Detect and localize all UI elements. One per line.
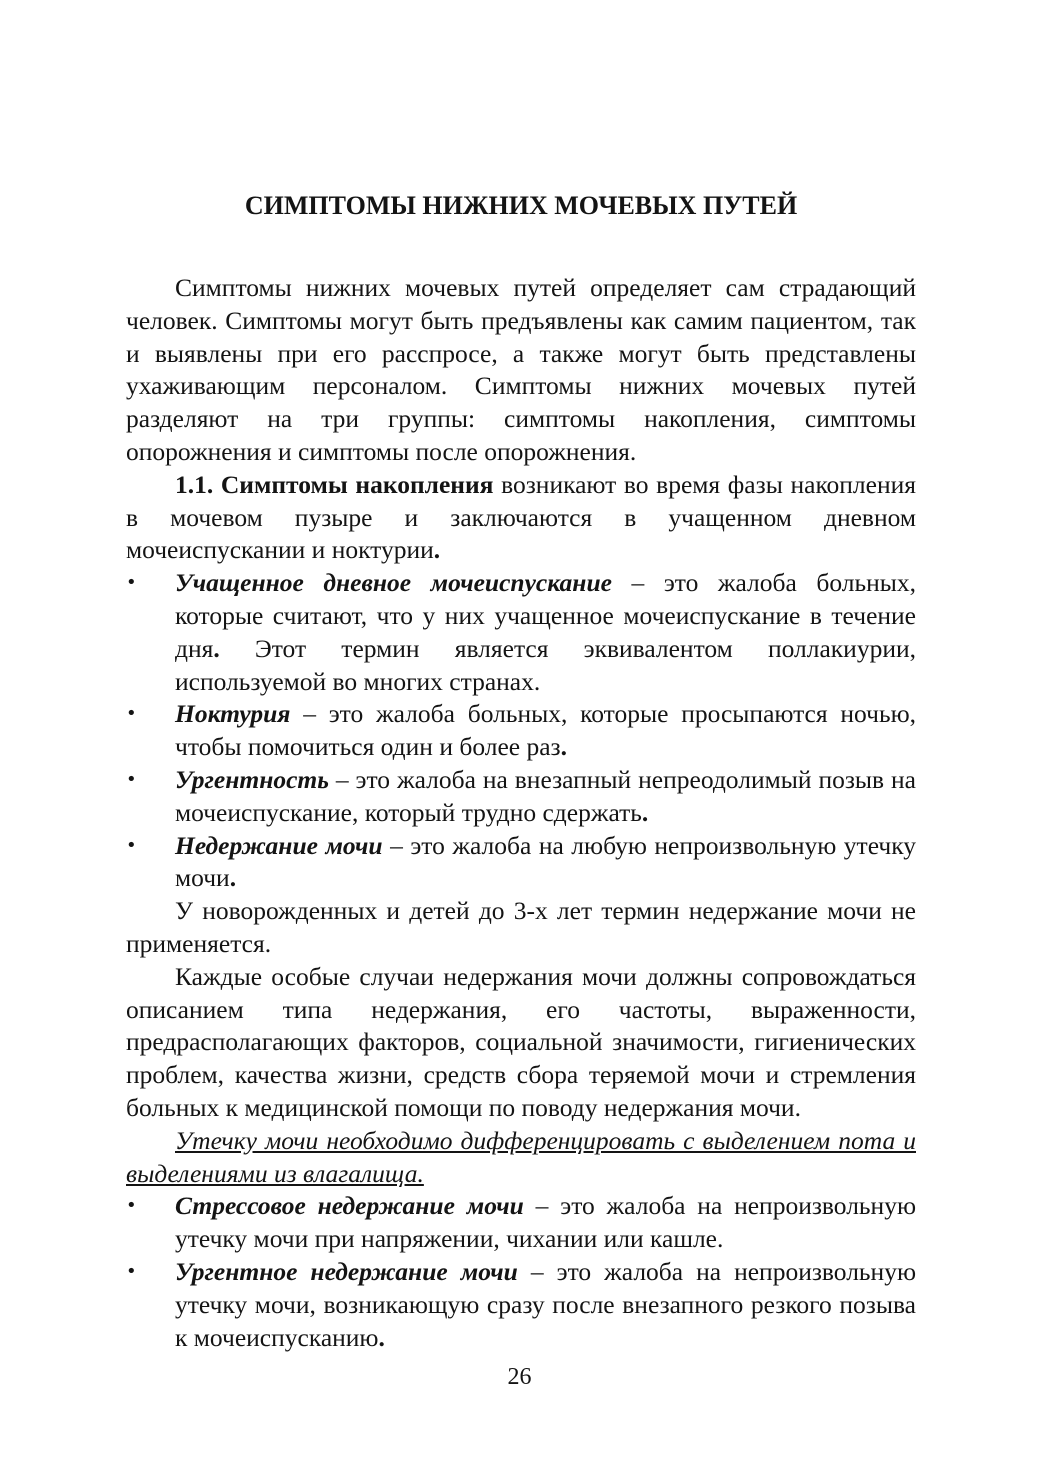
section-1-1-text: возникают во время фазы накопления в мочевом пузыре и заключаются в учащенном дневном мочеиспускании и ноктурии xyxy=(126,469,916,565)
definition: – это жалоба на внезапный непреодолимый позыв на мочеиспускание, который трудно сдержать xyxy=(175,764,916,827)
definition: – это жалоба больных, которые считают, что у них учащенное мочеиспускание в течение дня xyxy=(175,568,916,663)
cases-paragraph: Каждые особые случаи недержания мочи должны сопровождаться описанием типа недержания, его частоты, выраженности, предрасполагающих факторов, социальной значимости, гигиенических проблем, качества жизни, средств сбора теряемой мочи и стремления больных к медицинской помощи по поводу недержания мочи. xyxy=(126,961,916,1122)
page-title: СИМПТОМЫ НИЖНИХ МОЧЕВЫХ ПУТЕЙ xyxy=(244,191,798,220)
incontinence-types-list xyxy=(126,1190,916,1354)
term: Учащенное дневное мочеиспускание xyxy=(175,568,612,598)
definition-end: . xyxy=(641,797,649,827)
term: Недержание мочи xyxy=(175,830,383,860)
definition-end: . xyxy=(213,633,220,663)
definition-end: . xyxy=(229,863,237,893)
term: Стрессовое недержание мочи xyxy=(175,1191,524,1221)
section-1-1-paragraph xyxy=(126,469,916,567)
section-1-1-end: . xyxy=(433,535,441,565)
page-content xyxy=(126,190,916,1354)
definition: – это жалоба на непроизвольную утечку мочи при напряжении, чихании или кашле. xyxy=(175,1191,917,1254)
intro-paragraph: Симптомы нижних мочевых путей определяет сам страдающий человек. Симптомы могут быть предъявлены как самим пациентом, так и выявлены при его расспросе, а также могут быть представлены ухаживающим персоналом. Симптомы нижних мочевых путей разделяют на три группы: симптомы накопления, симптомы опорожнения и симптомы после опорожнения. xyxy=(126,273,916,466)
list-item xyxy=(126,698,916,764)
differentiation-text: Утечку мочи необходимо дифференцировать с выделением пота и выделениями из влагалища. xyxy=(126,1125,916,1188)
storage-symptoms-list xyxy=(126,567,916,895)
term: Ургентность xyxy=(175,764,329,794)
bullet-icon: • xyxy=(126,834,137,856)
section-1-1-heading: 1.1. Симптомы накопления xyxy=(175,469,494,499)
definition: – это жалоба на любую непроизвольную утечку мочи xyxy=(175,830,916,893)
bullet-icon: • xyxy=(126,1195,137,1217)
list-item xyxy=(126,830,916,896)
page-number: 26 xyxy=(507,1364,532,1390)
list-item xyxy=(126,567,916,698)
term: Ноктурия xyxy=(175,699,291,729)
list-item xyxy=(126,764,916,830)
definition: – это жалоба больных, которые просыпаются ночью, чтобы помочиться один и более раз xyxy=(175,699,916,762)
list-item xyxy=(126,1256,916,1354)
definition-tail: Этот термин является эквивалентом поллакиурии, используемой во многих странах. xyxy=(175,633,916,696)
list-item xyxy=(126,1190,916,1256)
definition-end: . xyxy=(378,1322,385,1352)
term: Ургентное недержание мочи xyxy=(175,1256,518,1286)
bullet-icon: • xyxy=(126,1260,137,1282)
newborn-paragraph: У новорожденных и детей до 3-х лет термин недержание мочи не применяется. xyxy=(126,896,916,958)
definition: – это жалоба на непроизвольную утечку мочи, возникающую сразу после внезапного резкого позыва к мочеиспусканию xyxy=(175,1256,916,1352)
differentiation-paragraph xyxy=(126,1125,916,1191)
bullet-icon: • xyxy=(126,572,137,594)
bullet-icon: • xyxy=(126,768,137,790)
definition-end: . xyxy=(560,732,567,762)
bullet-icon: • xyxy=(126,703,137,725)
